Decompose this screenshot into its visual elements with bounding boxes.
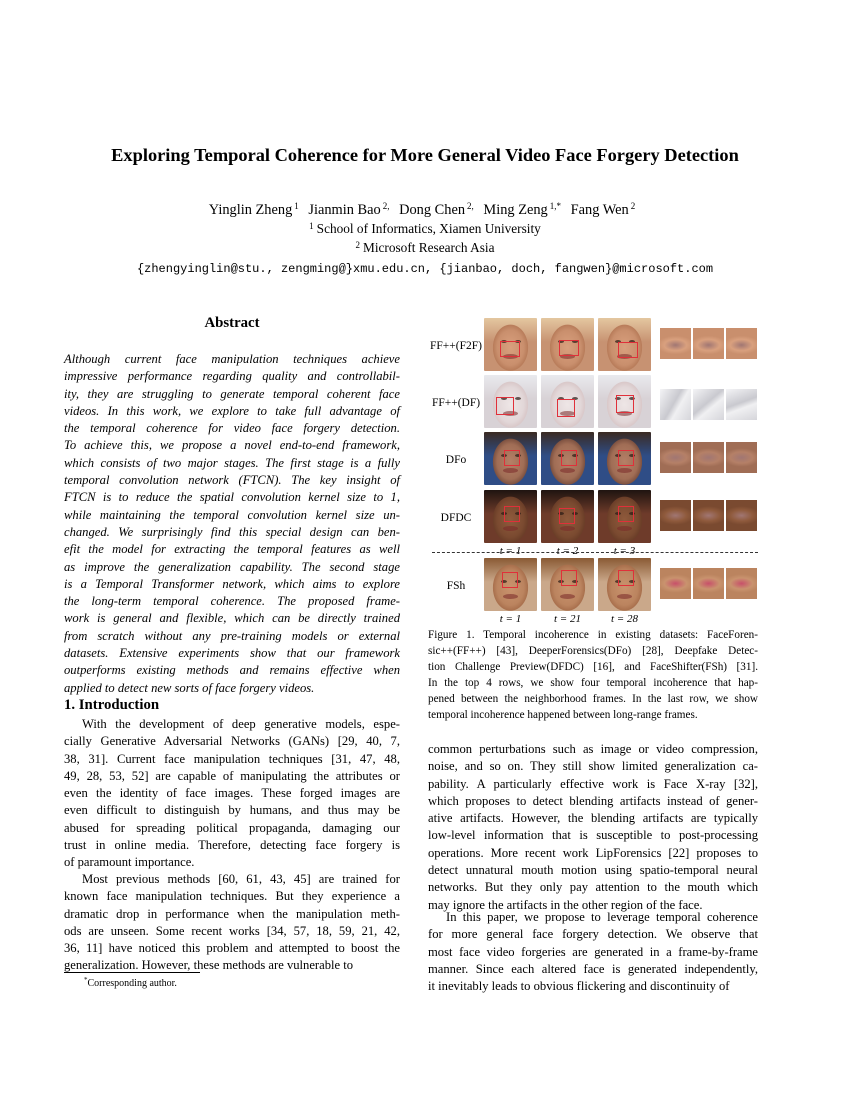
mouth-shape	[560, 468, 575, 473]
mouth-shape	[560, 526, 575, 531]
text-line: changed. We surprisingly find this special design can ben-	[64, 524, 400, 539]
t-label: t = 21	[554, 613, 581, 625]
text-line: detect unnatural mouth motion using spatio-temporal neural	[428, 863, 758, 878]
author-affiliation-mark: 2,	[467, 201, 474, 211]
text-line: In this paper, we propose to leverage temporal coherence	[446, 910, 758, 924]
text-line: In the top 4 rows, we show four temporal incoherence that hap-	[428, 677, 758, 690]
author-affiliation-mark: 1,*	[549, 201, 562, 211]
text-line: work is general and flexible, which can be directly trained	[64, 611, 400, 626]
paper-title: Exploring Temporal Coherence for More General Video Face Forgery Detection	[111, 145, 739, 165]
author-name: Dong Chen	[399, 202, 466, 218]
text-line: impressive performance regarding quality and controllabil-	[64, 369, 400, 384]
text-line: which proposes to detect blending artifacts instead of gener-	[428, 793, 758, 808]
mouth-shape	[503, 468, 518, 473]
affiliation-mark: 1	[309, 221, 314, 231]
author-name: Yinglin Zheng	[208, 202, 293, 218]
text-line: ity, they are struggling to generate temporal coherent face	[64, 386, 400, 401]
zoomed-crop-image	[660, 442, 691, 473]
text-line: pened between the neighborhood frames. In the last row, we show	[428, 693, 758, 706]
mouth-shape	[617, 526, 632, 531]
face-frame-image	[484, 432, 537, 485]
text-line: while maintaining the temporal convolution kernel size un-	[64, 507, 400, 522]
forgery-region-box	[616, 395, 634, 413]
forgery-region-box	[504, 450, 520, 466]
text-line: for more general face forgery detection. We observe that	[428, 927, 758, 942]
footnote-rule	[64, 972, 200, 973]
forgery-region-box	[618, 450, 634, 466]
t-label: t = 1	[499, 545, 522, 557]
t-label: t = 3	[613, 545, 636, 557]
text-line: of paramount importance.	[64, 855, 195, 870]
zoomed-crop-image	[726, 328, 757, 359]
forgery-region-box	[496, 397, 514, 415]
zoomed-crop-image	[726, 389, 757, 420]
text-line: noise, and so on. They still show limited generalization ca-	[428, 759, 758, 774]
footnote	[84, 976, 177, 989]
face-frame-image	[598, 558, 651, 611]
text-line: Figure 1. Temporal incoherence in existing datasets: FaceForen-	[428, 629, 758, 641]
text-line: applied to detect new sorts of face forgery videos.	[64, 680, 315, 695]
author-list	[0, 201, 850, 219]
text-line: from scratch without any pre-training models or external	[64, 628, 400, 643]
text-line: 36, 11] have noticed this problem and attempted to boost the	[64, 941, 400, 956]
text-line: tion Challenge Preview(DFDC) [16], and FaceShifter(FSh) [31].	[428, 661, 758, 674]
zoomed-crop-image	[693, 389, 724, 420]
zoomed-crop-image	[660, 500, 691, 531]
text-line: pability. A particularly effective work is Face X-ray [32],	[428, 776, 758, 791]
text-line: abused for spreading political propaganda, damaging our	[64, 820, 400, 835]
face-frame-image	[598, 490, 651, 543]
text-line: outperforms existing methods and remains effective when	[64, 663, 400, 678]
text-line: even the identity of face images. These forged images are	[64, 786, 400, 801]
right-column-paragraph-2	[428, 909, 758, 995]
forgery-region-box	[618, 570, 634, 586]
face-frame-image	[484, 318, 537, 371]
text-line: temporal convolution network (FTCN). The key insight of	[64, 473, 400, 488]
text-line: generalization. However, these methods are vulnerable to	[64, 958, 354, 973]
eye-shape	[515, 397, 521, 400]
face-frame-image	[484, 375, 537, 428]
footnote-mark: *	[84, 976, 88, 984]
text-line: sic++(FF++) [43], DeeperForensics(DFo) [28], Deepfake Detec-	[428, 645, 758, 658]
zoomed-crop-image	[693, 500, 724, 531]
affiliation-text: School of Informatics, Xiamen University	[316, 221, 541, 236]
face-frame-image	[598, 432, 651, 485]
text-line: common perturbations such as image or video compression,	[428, 742, 758, 756]
text-line: videos. In this work, we explore to take full advantage of	[64, 403, 400, 418]
affiliation-1	[0, 221, 850, 237]
author-affiliation-mark: 2	[630, 201, 636, 211]
forgery-region-box	[500, 341, 520, 357]
right-column-paragraph-1	[428, 741, 758, 914]
t-label: t = 28	[611, 613, 638, 625]
text-line: To achieve this, we propose a novel end-to-end framework,	[64, 438, 400, 453]
face-frame-image	[541, 432, 594, 485]
forgery-region-box	[561, 450, 577, 466]
face-frame-image	[598, 318, 651, 371]
face-frame-image	[541, 558, 594, 611]
text-line: With the development of deep generative models, espe-	[82, 717, 400, 731]
text-line: manner. Since each altered face is generated independently,	[428, 961, 758, 976]
face-frame-image	[484, 558, 537, 611]
text-line: low-level information that is susceptible to post-processing	[428, 828, 758, 843]
author-emails: {zhengyinglin@stu., zengming@}xmu.edu.cn, {jianbao, doch, fangwen}@microsoft.com	[136, 262, 714, 276]
text-line: 49, 28, 53, 52] are capable of manipulating the attributes or	[64, 768, 400, 783]
mouth-shape	[617, 594, 632, 599]
figure-row-label: FSh	[446, 580, 466, 592]
text-line: datasets. Extensive experiments show that our framework	[64, 646, 400, 661]
figure-row-label: DFDC	[440, 512, 472, 524]
affiliation-text: Microsoft Research Asia	[363, 240, 495, 255]
affiliation-mark: 2	[355, 240, 361, 250]
text-line: Although current face manipulation techniques achieve	[64, 352, 400, 366]
introduction-heading: 1. Introduction	[64, 697, 160, 713]
author-affiliation-mark: 1	[294, 201, 299, 211]
text-line: as improve the generalization capability. The second stage	[64, 559, 400, 574]
forgery-region-box	[557, 399, 575, 417]
author-name: Fang Wen	[570, 202, 629, 218]
forgery-region-box	[502, 572, 518, 588]
zoomed-crop-image	[726, 500, 757, 531]
face-frame-image	[541, 490, 594, 543]
text-line: most face video forgeries are generated in a frame-by-frame	[428, 944, 758, 959]
face-frame-image	[598, 375, 651, 428]
zoomed-crop-image	[660, 568, 691, 599]
figure-row-label: DFo	[445, 454, 467, 466]
figure-caption	[428, 627, 758, 724]
forgery-region-box	[618, 506, 634, 522]
affiliation-2	[0, 240, 850, 256]
text-line: known face manipulation techniques. But they experience a	[64, 889, 400, 904]
zoomed-crop-image	[693, 442, 724, 473]
text-line: FTCN is to reduce the spatial convolution kernel size to 1,	[64, 490, 400, 505]
text-line: operations. More recent work LipForensics [22] proposes to	[428, 845, 758, 860]
text-line: dramatic drop in performance when the manipulation meth-	[64, 906, 400, 921]
text-line: is a Temporal Transformer network, which aims to explore	[64, 576, 400, 591]
forgery-region-box	[559, 340, 579, 356]
text-line: the long-term temporal coherence. The proposed frame-	[64, 594, 400, 609]
author-affiliation-mark: 2,	[382, 201, 390, 211]
text-line: cially Generative Adversarial Networks (GANs) [29, 40, 7,	[64, 734, 400, 749]
text-line: Most previous methods [60, 61, 43, 45] are trained for	[82, 872, 400, 886]
zoomed-crop-image	[693, 328, 724, 359]
figure-divider	[432, 552, 758, 553]
text-line: it inevitably leads to obvious flickering and discontinuity of	[428, 979, 730, 994]
mouth-shape	[560, 594, 575, 599]
text-line: which consists of two major stages. The first stage is a fully	[64, 455, 400, 470]
zoomed-crop-image	[726, 568, 757, 599]
zoomed-crop-image	[726, 442, 757, 473]
text-line: temporal incoherence happened between long-range frames.	[428, 709, 698, 722]
introduction-paragraph-1	[64, 716, 400, 872]
face-frame-image	[541, 318, 594, 371]
introduction-paragraph-2	[64, 871, 400, 975]
author-name: Jianmin Bao	[308, 202, 381, 218]
t-label: t = 1	[499, 613, 522, 625]
abstract-body	[64, 351, 400, 697]
zoomed-crop-image	[660, 389, 691, 420]
text-line: networks. But they only pay attention to the mouth which	[428, 880, 758, 895]
text-line: 38, 31]. Current face manipulation techniques [31, 47, 48,	[64, 751, 400, 766]
text-line: efit the model for extracting the temporal features as well	[64, 542, 400, 557]
zoomed-crop-image	[660, 328, 691, 359]
text-line: trust in online media. Therefore, detecting face forgery is	[64, 838, 400, 853]
mouth-shape	[503, 594, 518, 599]
text-line: the temporal coherence for video face forgery detection.	[64, 421, 400, 436]
abstract-heading: Abstract	[204, 315, 260, 331]
face-frame-image	[541, 375, 594, 428]
forgery-region-box	[504, 506, 520, 522]
mouth-shape	[503, 526, 518, 531]
forgery-region-box	[618, 342, 638, 358]
forgery-region-box	[561, 570, 577, 586]
figure-row-label: FF++(DF)	[431, 397, 481, 409]
zoomed-crop-image	[693, 568, 724, 599]
text-line: even difficult to distinguish by humans, and thus may be	[64, 803, 400, 818]
mouth-shape	[617, 468, 632, 473]
forgery-region-box	[559, 508, 575, 524]
t-label: t = 2	[556, 545, 579, 557]
author-name: Ming Zeng	[483, 202, 548, 218]
text-line: may ignore the artifacts in the other region of the face.	[428, 897, 703, 912]
text-line: ods are unseen. Some recent works [34, 57, 18, 59, 21, 42,	[64, 923, 400, 938]
figure-row-label: FF++(F2F)	[430, 340, 482, 352]
face-frame-image	[484, 490, 537, 543]
text-line: ative artifacts. However, the blending artifacts are typically	[428, 811, 758, 826]
footnote-text: Corresponding author.	[87, 978, 177, 989]
